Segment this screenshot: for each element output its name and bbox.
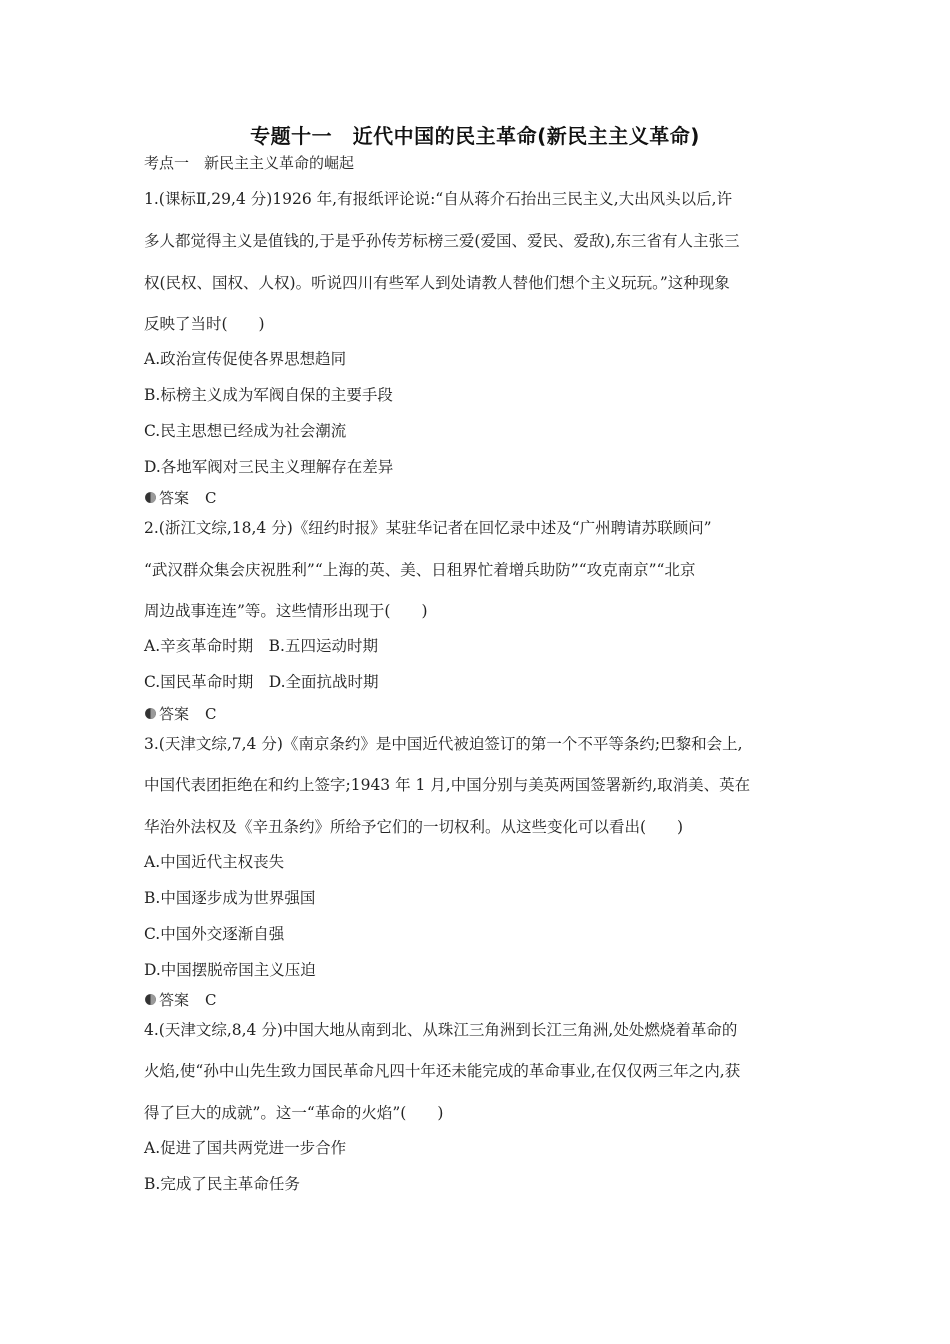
q3-line-2: 中国代表团拒绝在和约上签字;1943 年 1 月,中国分别与美英两国签署新约,取消美、英在 (144, 776, 751, 794)
q1-line-2: 多人都觉得主义是值钱的,于是乎孙传芳标榜三爱(爱国、爱民、爱敌),东三省有人主张三 (144, 232, 740, 250)
q1-line-1: 1.(课标Ⅱ,29,4 分)1926 年,有报纸评论说:“自从蒋介石抬出三民主义,大出风头以后,许 (144, 190, 733, 208)
q4-option-a: A.促进了国共两党进一步合作 (144, 1139, 347, 1157)
q2-line-2: “武汉群众集会庆祝胜利”“上海的英、美、日租界忙着增兵助防”“攻克南京”“北京 (144, 561, 696, 579)
answer-value: C (205, 488, 217, 507)
q3-option-b: B.中国逐步成为世界强国 (144, 889, 316, 907)
q4-line-2: 火焰,使“孙中山先生致力国民革命凡四十年还未能完成的革命事业,在仅仅两三年之内,获 (144, 1062, 741, 1080)
q3-option-d: D.中国摆脱帝国主义压迫 (144, 961, 316, 979)
q1-option-a: A.政治宣传促使各界思想趋同 (144, 350, 347, 368)
q1-answer (144, 487, 217, 508)
q4-line-1: 4.(天津文综,8,4 分)中国大地从南到北、从珠江三角洲到长江三角洲,处处燃烧着革命的 (144, 1021, 738, 1039)
q1-option-c: C.民主思想已经成为社会潮流 (144, 422, 347, 440)
q2-line-3: 周边战事连连”等。这些情形出现于( ) (144, 602, 428, 620)
q4-option-b: B.完成了民主革命任务 (144, 1175, 300, 1193)
answer-label: 答案 (159, 991, 190, 1009)
answer-marker-icon (144, 993, 157, 1006)
q1-line-4: 反映了当时( ) (144, 315, 265, 333)
q1-line-3: 权(民权、国权、人权)。听说四川有些军人到处请教人替他们想个主义玩玩。”这种现象 (144, 274, 730, 292)
answer-marker-icon (144, 707, 157, 720)
section-heading: 考点一 新民主主义革命的崛起 (144, 154, 355, 172)
q1-option-d: D.各地军阀对三民主义理解存在差异 (144, 458, 394, 476)
q3-answer (144, 989, 217, 1010)
q2-options-row-2: C.国民革命时期 D.全面抗战时期 (144, 673, 379, 691)
q4-line-3: 得了巨大的成就”。这一“革命的火焰”( ) (144, 1104, 444, 1122)
page-title: 专题十一 近代中国的民主革命(新民主主义革命) (250, 124, 700, 148)
q1-option-b: B.标榜主义成为军阀自保的主要手段 (144, 386, 393, 404)
answer-marker-icon (144, 491, 157, 504)
q2-line-1: 2.(浙江文综,18,4 分)《纽约时报》某驻华记者在回忆录中述及“广州聘请苏联顾问” (144, 519, 712, 537)
q3-line-1: 3.(天津文综,7,4 分)《南京条约》是中国近代被迫签订的第一个不平等条约;巴黎和会上, (144, 735, 743, 753)
q2-options-row-1: A.辛亥革命时期 B.五四运动时期 (144, 637, 378, 655)
answer-label: 答案 (159, 489, 190, 507)
answer-label: 答案 (159, 705, 190, 723)
q3-line-3: 华治外法权及《辛丑条约》所给予它们的一切权利。从这些变化可以看出( ) (144, 818, 684, 836)
q2-answer (144, 703, 217, 724)
q3-option-a: A.中国近代主权丧失 (144, 853, 285, 871)
answer-value: C (205, 990, 217, 1009)
answer-value: C (205, 704, 217, 723)
q3-option-c: C.中国外交逐渐自强 (144, 925, 285, 943)
